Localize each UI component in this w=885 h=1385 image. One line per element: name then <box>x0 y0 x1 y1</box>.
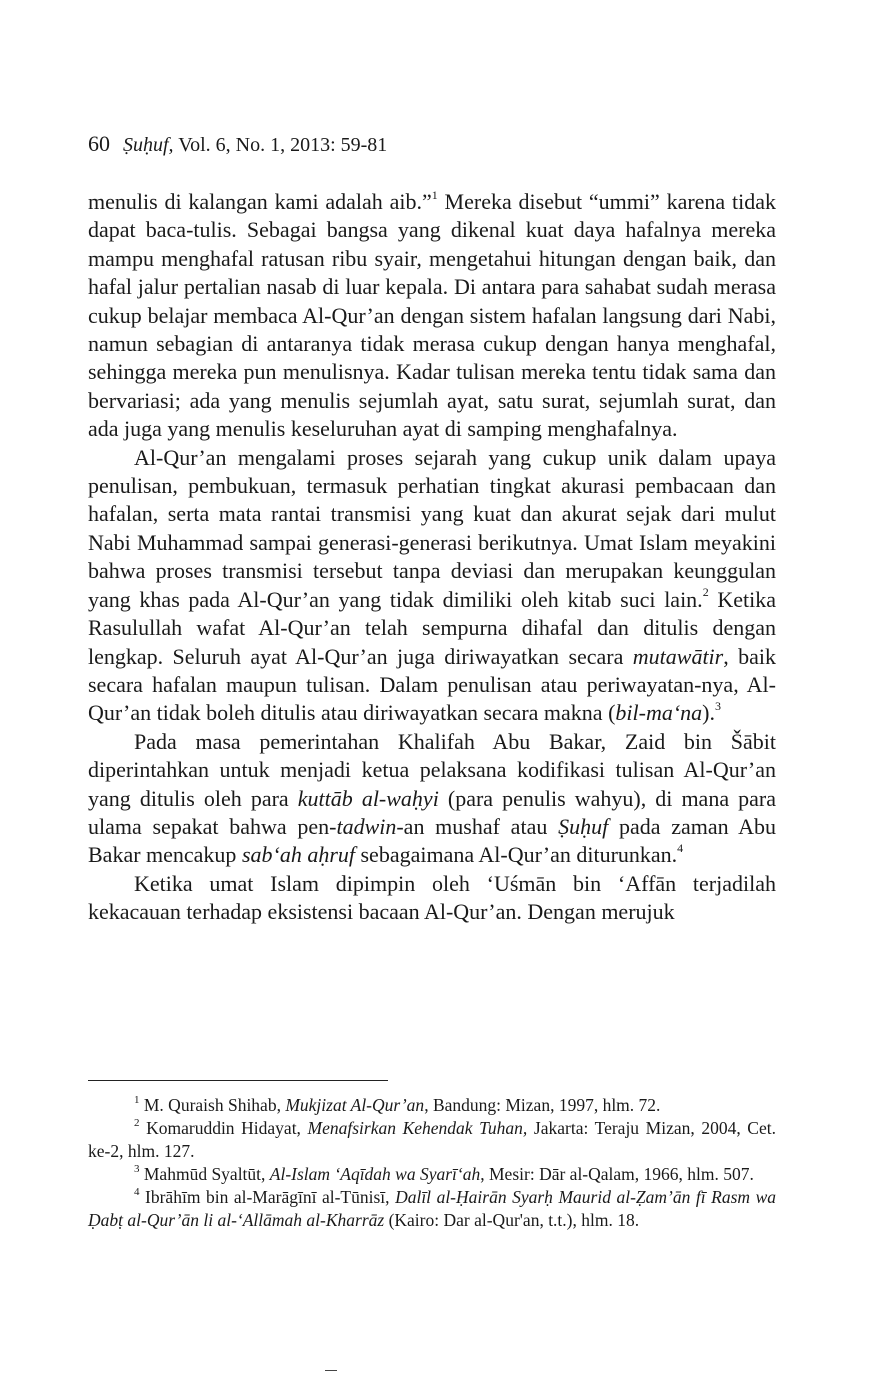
text-span: Komaruddin Hidayat, <box>139 1118 308 1138</box>
page-mark <box>325 1370 337 1371</box>
page-number: 60 <box>88 131 110 156</box>
text-span: Ketika Rasulullah wafat Al-Qur’an telah sempurna dihafal dan ditulis dengan lengkap. Seluruh ayat Al-Qur’an juga diriwayatkan secara <box>88 586 776 669</box>
italic-term: sab‘ah aḥruf <box>241 842 355 868</box>
paragraph-4 <box>88 870 776 927</box>
main-text <box>88 188 776 927</box>
journal-title: Ṣuḥuf, <box>123 134 174 156</box>
footnote-4 <box>88 1186 776 1232</box>
footnote-ref-1[interactable]: 1 <box>431 187 438 202</box>
footnote-ref-3[interactable]: 3 <box>715 698 721 713</box>
paragraph-3 <box>88 728 776 870</box>
issue-citation: Vol. 6, No. 1, 2013: 59-81 <box>178 134 388 156</box>
running-header <box>88 132 387 157</box>
text-span: Ibrāhīm bin al-Marāgīnī al-Tūnisī, <box>139 1187 396 1207</box>
footnote-divider <box>88 1080 388 1081</box>
text-span: M. Quraish Shihab, <box>139 1095 286 1115</box>
text-span: menulis di kalangan kami adalah aib.” <box>88 189 432 214</box>
text-span: Pada masa pemerintahan Khalifah Abu Bakar, Zaid bin Šābit diperintahkan untuk menjadi ketua pelaksana kodifikasi tulisan Al-Qur’an yang ditulis oleh para <box>88 728 776 811</box>
text-span: Al-Qur’an mengalami proses sejarah yang cukup unik dalam upaya penulisan, pembukuan, termasuk perhatian tingkat akurasi pembacaan dan hafalan, serta mata rantai transmisi yang kuat dan akurat sejak dari mulut Nabi Muhammad sampai generasi-generasi berikutnya. Umat Islam meyakini bahwa proses transmisi tersebut tanpa deviasi dan merupakan keunggulan yang khas pada Al-Qur’an yang tidak dimiliki oleh kitab suci lain. <box>88 444 776 612</box>
footnote-2 <box>88 1117 776 1163</box>
italic-term: kuttāb al-waḥyi <box>297 785 439 811</box>
text-span: Mereka disebut “ummi” karena tidak dapat baca-tulis. Sebagai bangsa yang dikenal kuat daya hafalnya mereka mampu menghafal ratusan ribu syair, mengetahui hitungan dengan baik, dan hafal jalur pertalian nasab di luar kepala. Di antara para sahabat sudah merasa cukup belajar membaca Al-Qur’an dengan sistem hafalan langsung dari Nabi, namun sebagian di antaranya tidak merasa cukup dengan hanya menghafal, sehingga mereka pun menulisnya. Kadar tulisan mereka tentu tidak sama dan bervariasi; ada yang menulis sejumlah ayat, satu surat, sejumlah surat, dan ada juga yang menulis keseluruhan ayat di samping menghafalnya. <box>88 189 776 442</box>
text-span: -an mushaf atau <box>396 813 559 839</box>
footnote-ref-2[interactable]: 2 <box>702 585 709 600</box>
text-span: sebagaimana Al-Qur’an diturunkan. <box>355 842 678 868</box>
footnote-3 <box>88 1163 776 1186</box>
footnote-number: 3 <box>134 1163 140 1176</box>
italic-title: Dalīl al-Ḥairān Syarḥ Maurid al-Ẓam’ān fī Rasm wa Ḍabṭ al-Qur’ān li al-‘Allāmah al-Kharrāz <box>88 1187 776 1230</box>
italic-title: Menafsirkan Kehendak Tuhan, <box>307 1118 528 1138</box>
paragraph-1 <box>88 188 776 444</box>
text-span: pada zaman Abu Bakar mencakup <box>88 813 777 868</box>
footnote-number: 1 <box>134 1094 140 1107</box>
footnote-1 <box>88 1094 776 1117</box>
footnote-number: 4 <box>134 1186 140 1199</box>
text-span: (para penulis wahyu), di mana para ulama sepakat bahwa pen- <box>88 785 776 839</box>
text-span: Mahmūd Syaltūt, <box>139 1164 270 1184</box>
italic-title: Mukjizat Al-Qur’an <box>285 1095 425 1115</box>
footnote-ref-4[interactable]: 4 <box>677 841 684 856</box>
text-span: , Mesir: Dār al-Qalam, 1966, hlm. 507. <box>480 1164 754 1184</box>
italic-term: mutawātir <box>632 643 724 669</box>
paragraph-2 <box>88 444 776 728</box>
text-span: , baik secara hafalan maupun tulisan. Dalam penulisan atau periwayatan-nya, Al-Qur’an tidak boleh ditulis atau diriwayatkan secara makna ( <box>88 643 776 726</box>
footnote-number: 2 <box>134 1117 140 1130</box>
text-span: Jakarta: Teraju Mizan, 2004, Cet. ke-2, hlm. 127. <box>88 1118 776 1161</box>
italic-title: Al-Islam ‘Aqīdah wa Syarī‘ah <box>269 1164 481 1184</box>
text-span: ). <box>702 700 715 726</box>
italic-term: Ṣuḥuf <box>558 813 609 839</box>
italic-term: bil-ma‘na <box>615 700 703 726</box>
text-span: , Bandung: Mizan, 1997, hlm. 72. <box>424 1095 661 1115</box>
text-span: Ketika umat Islam dipimpin oleh ‘Uśmān bin ‘Affān terjadilah kekacauan terhadap eksistensi bacaan Al-Qur’an. Dengan merujuk <box>88 870 776 925</box>
footnotes <box>88 1094 776 1232</box>
italic-term: tadwin <box>336 813 397 839</box>
text-span: (Kairo: Dar al-Qur'an, t.t.), hlm. 18. <box>384 1210 640 1230</box>
